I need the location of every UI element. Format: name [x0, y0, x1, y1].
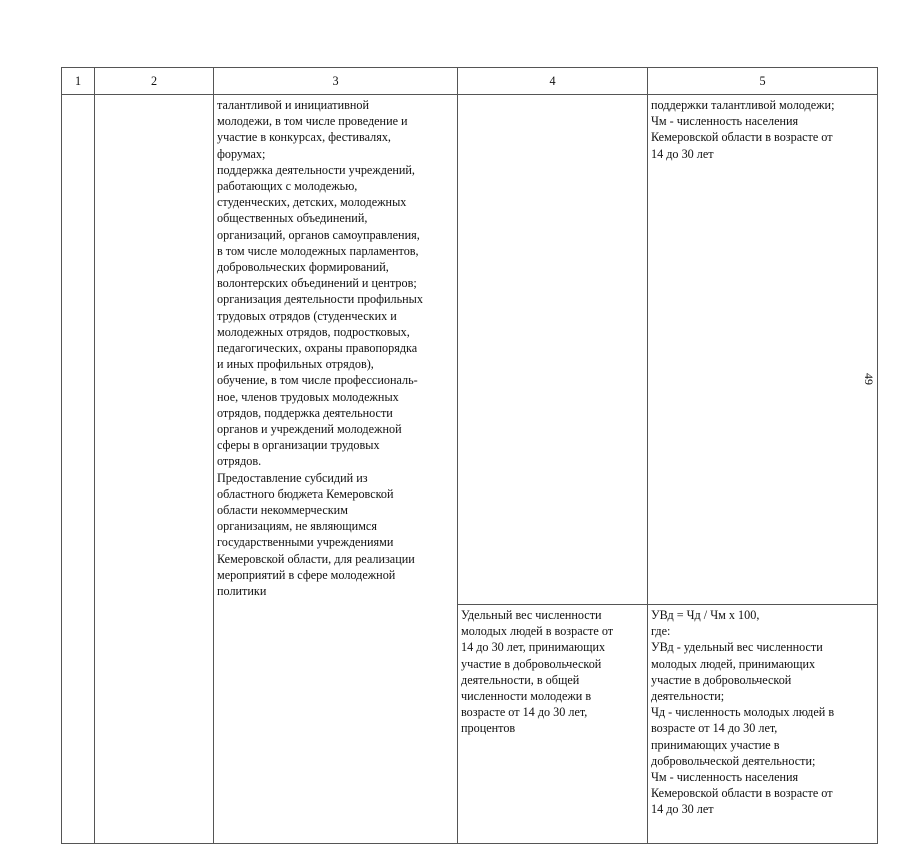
- header-col-5: 5: [648, 68, 878, 95]
- cell-col-4-bottom: [458, 605, 648, 844]
- header-col-1: 1: [62, 68, 95, 95]
- indicator-formula: УВд = Чд / Чм x 100, где: УВд - удельный вес численности молодых людей, принимающих участие в добровольческой деятельности; Чд - численность молодых людей в возрасте от 14 до 30 лет, принимающих участие в добровольческой деятельности; Чм - численность населения Кемеровской области в возрасте от 14 до 30 лет: [651, 608, 835, 817]
- table-row: [62, 95, 878, 605]
- indicator-name: Удельный вес численности молодых людей в возрасте от 14 до 30 лет, принимающих участие в добровольческой деятельности, в общей численности молодежи в возрасте от 14 до 30 лет, процентов: [461, 608, 614, 736]
- formula-continuation: поддержки талантливой молодежи; Чм - численность населения Кемеровской области в возрасте от 14 до 30 лет: [651, 98, 835, 161]
- header-col-3: 3: [214, 68, 458, 95]
- program-table: [61, 67, 878, 844]
- cell-col-2: [95, 95, 214, 844]
- cell-col-5-top: [648, 95, 878, 605]
- cell-col-1: [62, 95, 95, 844]
- activities-description: талантливой и инициативной молодежи, в том числе проведение и участие в конкурсах, фестивалях, форумах; поддержка деятельности учреждений, работающих с молодежью, студенческих, детских, молодежных общественных объединений, организаций, органов самоуправления, в том числе молодежных парламентов, добровольческих формирований, волонтерских объединений и центров; организация деятельности профильных трудовых отрядов (студенческих и молодежных отрядов, подростковых, педагогических, охраны правопорядка и иных профильных отрядов), обучение, в том числе профессиональ- ное, членов трудовых молодежных отрядов, поддержка деятельности органов и учреждений молодежной сферы в организации трудовых отрядов. Предоставление субсидий из областного бюджета Кемеровской области некоммерческим организациям, не являющимся государственными учреждениями Кемеровской области, для реализации мероприятий в сфере молодежной политики: [217, 98, 423, 599]
- header-col-4: 4: [458, 68, 648, 95]
- cell-col-3: [214, 95, 458, 844]
- cell-col-4-top: [458, 95, 648, 605]
- header-row: [62, 68, 878, 95]
- cell-col-5-bottom: [648, 605, 878, 844]
- header-col-2: 2: [95, 68, 214, 95]
- page-number: 49: [862, 373, 876, 385]
